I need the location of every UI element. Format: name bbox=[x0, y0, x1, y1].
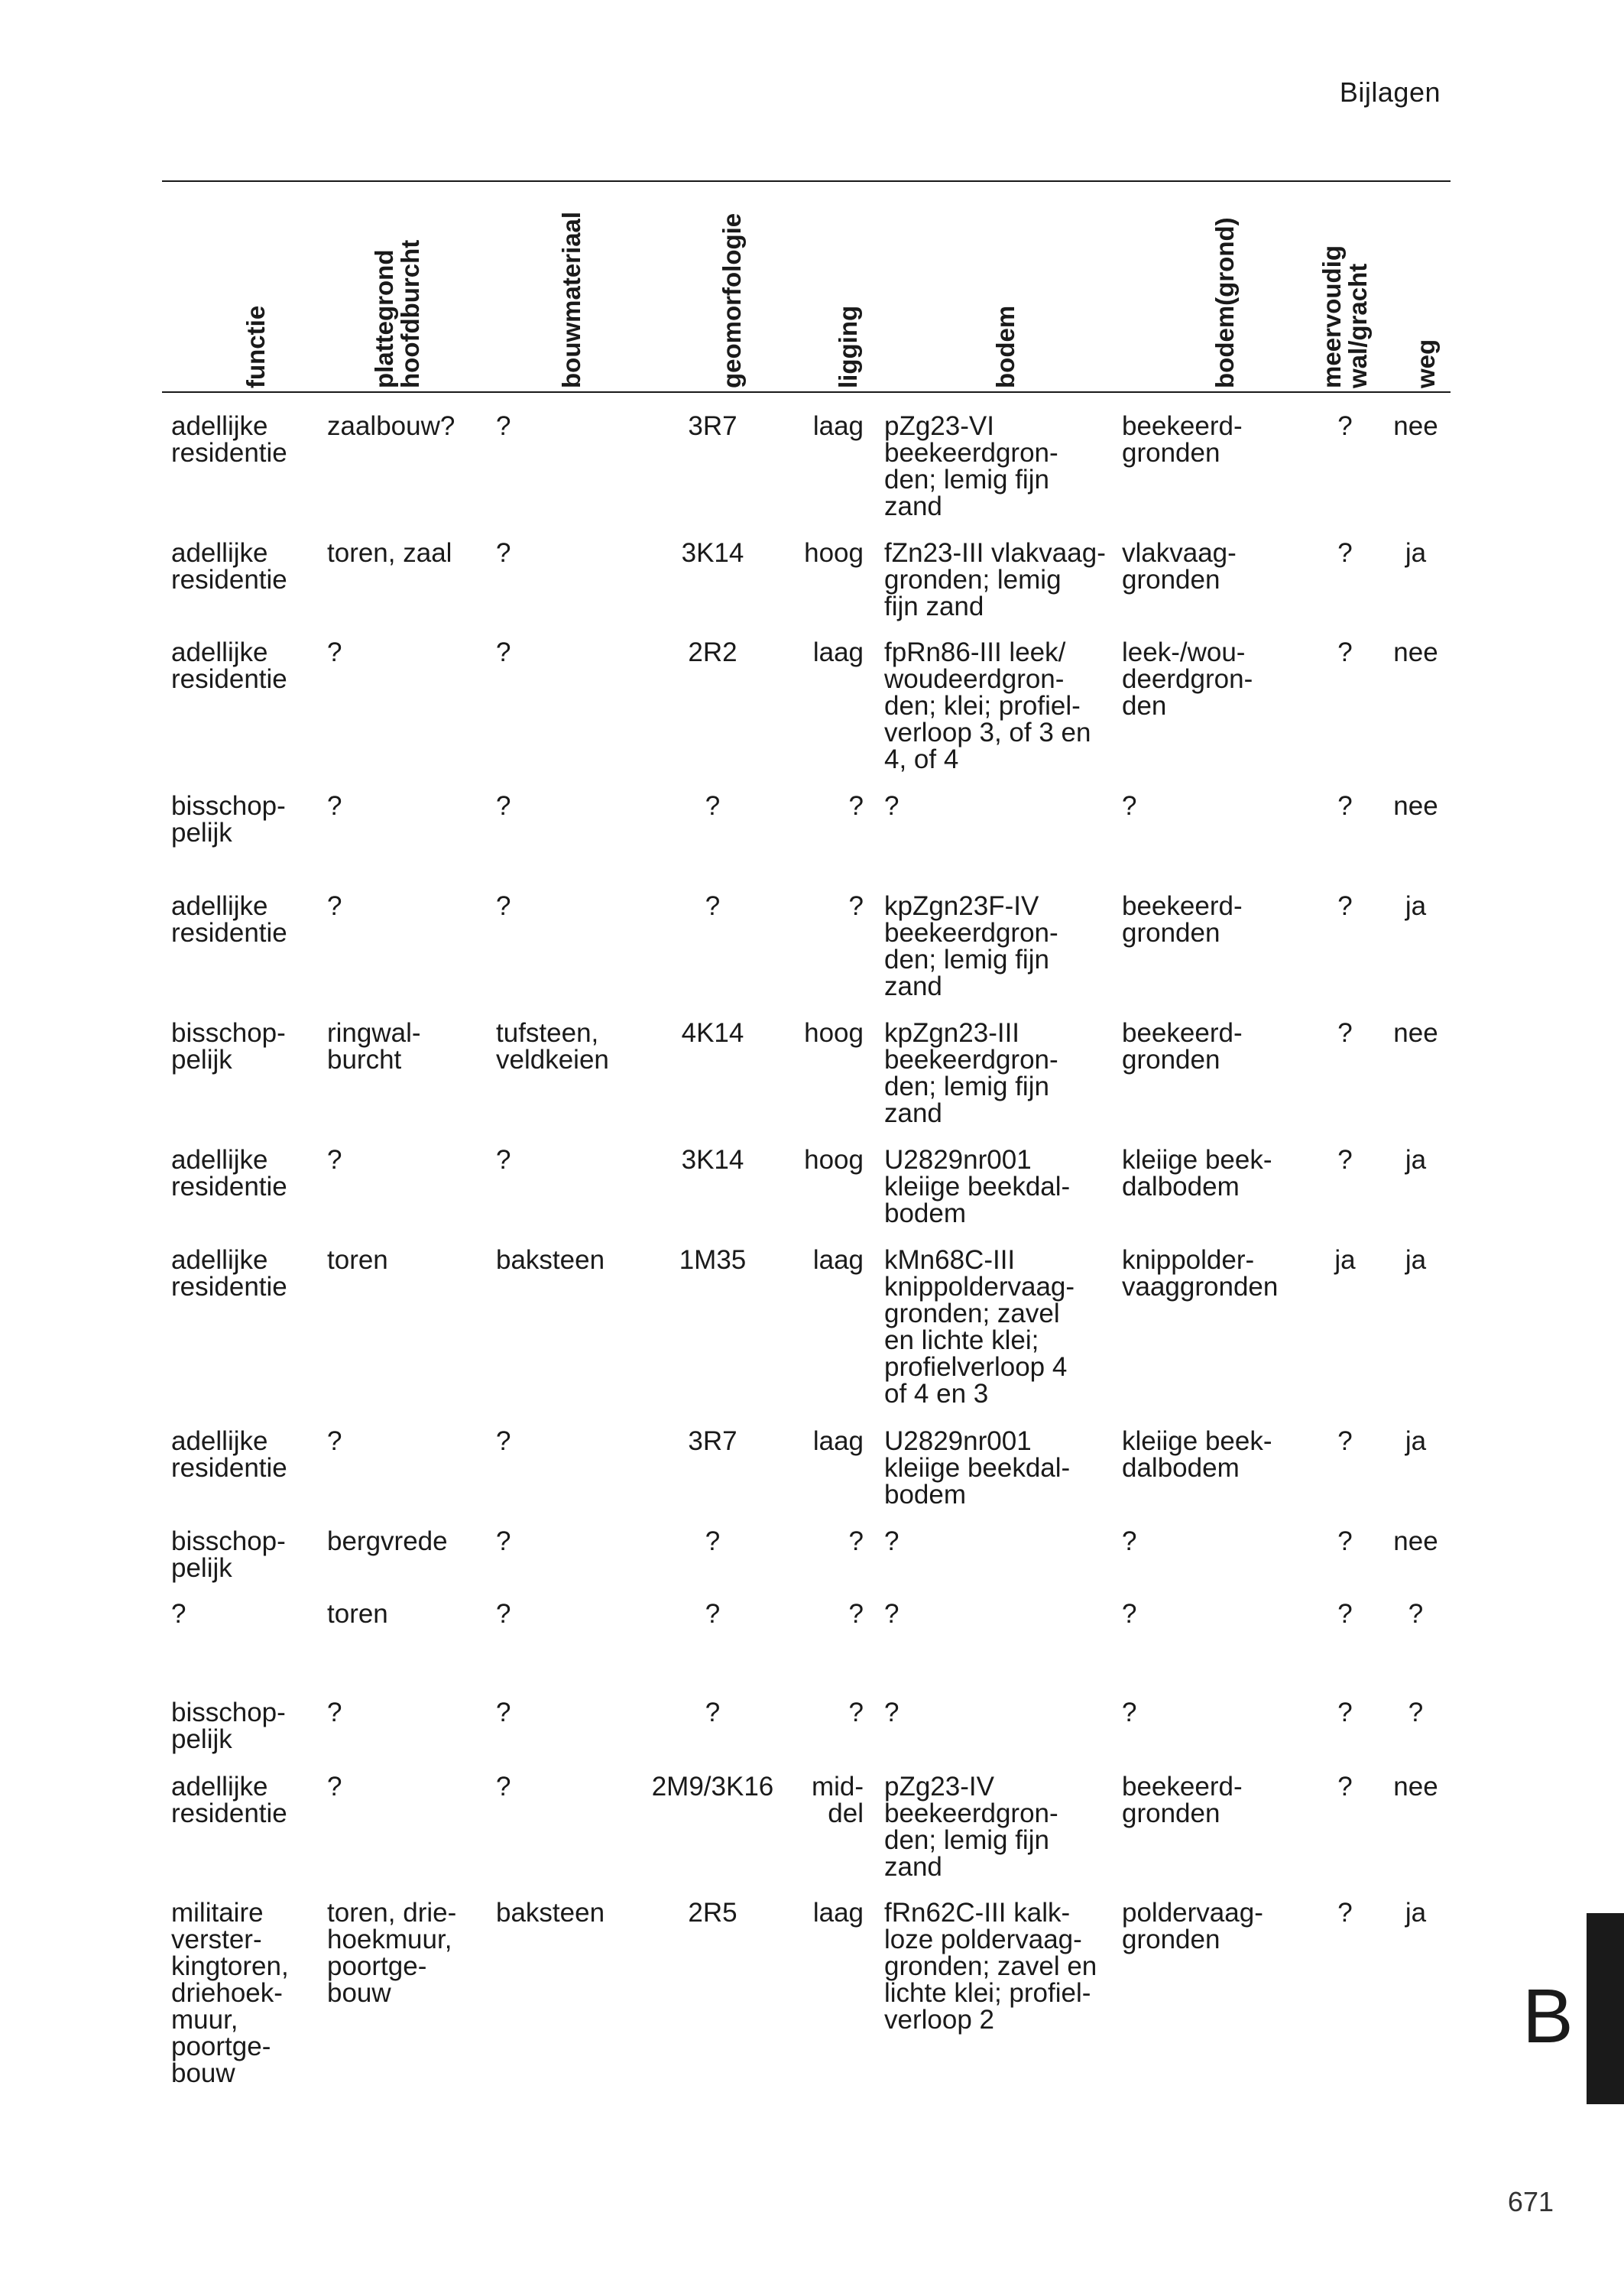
cell-geomorfologie: 4K14 bbox=[681, 1018, 744, 1048]
cell-plattegrond: ? bbox=[327, 1426, 342, 1456]
cell-bouwmateriaal: ? bbox=[496, 1698, 511, 1727]
cell-weg: nee bbox=[1393, 1526, 1438, 1556]
cell-bodem: kpZgn23F-IV beekeerdgron- den; lemig fijn zand bbox=[884, 891, 1058, 1001]
cell-geomorfologie: ? bbox=[705, 891, 721, 921]
cell-plattegrond: bergvrede bbox=[327, 1526, 448, 1556]
cell-meervoudig: ? bbox=[1337, 1018, 1353, 1048]
cell-bodemgrond: beekeerd- gronden bbox=[1122, 1772, 1243, 1828]
column-header-label: meervoudig bbox=[1318, 245, 1346, 388]
cell-ligging: laag bbox=[812, 637, 864, 667]
cell-bodem: pZg23-VI beekeerdgron- den; lemig fijn zand bbox=[884, 411, 1058, 521]
cell-ligging: laag bbox=[812, 1898, 864, 1928]
cell-bodem: ? bbox=[884, 791, 900, 821]
cell-weg: ? bbox=[1408, 1599, 1424, 1629]
cell-geomorfologie: 2R5 bbox=[688, 1898, 737, 1928]
cell-bodemgrond: kleiige beek- dalbodem bbox=[1122, 1145, 1272, 1202]
cell-meervoudig: ? bbox=[1337, 891, 1353, 921]
column-header bbox=[1318, 182, 1372, 388]
cell-bodemgrond: ? bbox=[1122, 1599, 1137, 1629]
column-header-label: hoofdburcht bbox=[396, 239, 424, 388]
running-head: Bijlagen bbox=[1339, 76, 1441, 108]
cell-weg: ja bbox=[1405, 1145, 1427, 1175]
column-header-label: bouwmateriaal bbox=[557, 211, 585, 388]
cell-bouwmateriaal: ? bbox=[496, 1772, 511, 1802]
cell-bouwmateriaal: ? bbox=[496, 1426, 511, 1456]
cell-bouwmateriaal: ? bbox=[496, 538, 511, 568]
cell-functie: adellijke residentie bbox=[171, 1245, 287, 1302]
cell-bodem: fRn62C-III kalk- loze poldervaag- gronden; zavel en lichte klei; profiel- verloop 2 bbox=[884, 1898, 1097, 2035]
cell-bouwmateriaal: ? bbox=[496, 1526, 511, 1556]
cell-weg: ja bbox=[1405, 1245, 1427, 1275]
cell-functie: adellijke residentie bbox=[171, 1426, 287, 1483]
cell-bodem: kpZgn23-III beekeerdgron- den; lemig fijn zand bbox=[884, 1018, 1058, 1128]
cell-functie: adellijke residentie bbox=[171, 411, 287, 468]
cell-ligging: ? bbox=[848, 891, 864, 921]
cell-bodemgrond: ? bbox=[1122, 1526, 1137, 1556]
cell-weg: ja bbox=[1405, 1426, 1427, 1456]
cell-weg: nee bbox=[1393, 1018, 1438, 1048]
cell-plattegrond: ? bbox=[327, 1698, 342, 1727]
cell-functie: bisschop- pelijk bbox=[171, 1526, 286, 1583]
page-number: 671 bbox=[1507, 2186, 1554, 2217]
cell-bodem: ? bbox=[884, 1599, 900, 1629]
cell-bodem: ? bbox=[884, 1526, 900, 1556]
cell-ligging: mid- del bbox=[811, 1772, 864, 1828]
cell-plattegrond: ? bbox=[327, 891, 342, 921]
column-header bbox=[718, 182, 746, 388]
cell-plattegrond: toren bbox=[327, 1245, 388, 1275]
cell-ligging: ? bbox=[848, 1526, 864, 1556]
cell-geomorfologie: ? bbox=[705, 1526, 721, 1556]
column-header-label: wal/gracht bbox=[1344, 263, 1372, 388]
column-header-label: bodem bbox=[991, 305, 1019, 388]
cell-meervoudig: ? bbox=[1337, 538, 1353, 568]
cell-bodemgrond: ? bbox=[1122, 791, 1137, 821]
cell-ligging: ? bbox=[848, 1599, 864, 1629]
cell-ligging: hoog bbox=[804, 1145, 864, 1175]
cell-meervoudig: ? bbox=[1337, 1526, 1353, 1556]
cell-plattegrond: ringwal- burcht bbox=[327, 1018, 421, 1075]
column-header bbox=[1211, 182, 1239, 388]
column-header-label: functie bbox=[241, 305, 270, 388]
cell-meervoudig: ? bbox=[1337, 791, 1353, 821]
cell-bouwmateriaal: baksteen bbox=[496, 1898, 605, 1928]
cell-bodemgrond: ? bbox=[1122, 1698, 1137, 1727]
cell-ligging: laag bbox=[812, 1426, 864, 1456]
cell-functie: bisschop- pelijk bbox=[171, 791, 286, 848]
cell-bodemgrond: poldervaag- gronden bbox=[1122, 1898, 1263, 1954]
cell-geomorfologie: 3R7 bbox=[688, 411, 737, 441]
cell-ligging: hoog bbox=[804, 1018, 864, 1048]
cell-bodemgrond: knippolder- vaaggronden bbox=[1122, 1245, 1279, 1302]
cell-ligging: ? bbox=[848, 1698, 864, 1727]
cell-functie: adellijke residentie bbox=[171, 1145, 287, 1202]
cell-plattegrond: ? bbox=[327, 791, 342, 821]
cell-geomorfologie: 3R7 bbox=[688, 1426, 737, 1456]
column-header-label: geomorfologie bbox=[718, 212, 746, 388]
cell-ligging: hoog bbox=[804, 538, 864, 568]
cell-bodemgrond: vlakvaag- gronden bbox=[1122, 538, 1237, 595]
cell-meervoudig: ? bbox=[1337, 1898, 1353, 1928]
cell-functie: bisschop- pelijk bbox=[171, 1018, 286, 1075]
cell-meervoudig: ? bbox=[1337, 1426, 1353, 1456]
cell-weg: ja bbox=[1405, 538, 1427, 568]
cell-bouwmateriaal: ? bbox=[496, 1599, 511, 1629]
cell-meervoudig: ? bbox=[1337, 1698, 1353, 1727]
cell-geomorfologie: 1M35 bbox=[679, 1245, 747, 1275]
cell-bouwmateriaal: tufsteen, veldkeien bbox=[496, 1018, 609, 1075]
cell-geomorfologie: 3K14 bbox=[681, 1145, 744, 1175]
cell-functie: militaire verster- kingtoren, driehoek- muur, poortge- bouw bbox=[171, 1898, 289, 2088]
column-header-label: bodem(grond) bbox=[1211, 217, 1239, 388]
cell-geomorfologie: ? bbox=[705, 1698, 721, 1727]
column-header-label: ligging bbox=[834, 305, 862, 388]
cell-plattegrond: toren, drie- hoekmuur, poortge- bouw bbox=[327, 1898, 457, 2008]
cell-meervoudig: ja bbox=[1334, 1245, 1356, 1275]
cell-geomorfologie: 2R2 bbox=[688, 637, 737, 667]
cell-plattegrond: ? bbox=[327, 637, 342, 667]
cell-plattegrond: toren bbox=[327, 1599, 388, 1629]
section-tab-letter: B bbox=[1522, 1974, 1574, 2059]
cell-plattegrond: toren, zaal bbox=[327, 538, 452, 568]
cell-weg: ja bbox=[1405, 891, 1427, 921]
cell-bodem: U2829nr001 kleiige beekdal- bodem bbox=[884, 1426, 1071, 1510]
cell-meervoudig: ? bbox=[1337, 411, 1353, 441]
cell-bodem: fZn23-III vlakvaag- gronden; lemig fijn zand bbox=[884, 538, 1106, 621]
cell-plattegrond: zaalbouw? bbox=[327, 411, 455, 441]
section-tab bbox=[1587, 1913, 1624, 2104]
cell-meervoudig: ? bbox=[1337, 1772, 1353, 1802]
cell-bodem: pZg23-IV beekeerdgron- den; lemig fijn zand bbox=[884, 1772, 1058, 1882]
cell-bouwmateriaal: ? bbox=[496, 891, 511, 921]
cell-weg: nee bbox=[1393, 791, 1438, 821]
cell-bodem: ? bbox=[884, 1698, 900, 1727]
table-top-rule bbox=[162, 180, 1451, 182]
cell-functie: adellijke residentie bbox=[171, 1772, 287, 1828]
cell-ligging: laag bbox=[812, 1245, 864, 1275]
cell-bouwmateriaal: ? bbox=[496, 1145, 511, 1175]
cell-weg: ? bbox=[1408, 1698, 1424, 1727]
cell-bodemgrond: kleiige beek- dalbodem bbox=[1122, 1426, 1272, 1483]
cell-bodemgrond: leek-/wou- deerdgron- den bbox=[1122, 637, 1253, 721]
cell-meervoudig: ? bbox=[1337, 1599, 1353, 1629]
cell-geomorfologie: ? bbox=[705, 791, 721, 821]
cell-bodem: kMn68C-III knippoldervaag- gronden; zavel en lichte klei; profielverloop 4 of 4 en 3 bbox=[884, 1245, 1075, 1409]
cell-weg: nee bbox=[1393, 1772, 1438, 1802]
column-header bbox=[834, 182, 862, 388]
cell-bouwmateriaal: ? bbox=[496, 411, 511, 441]
cell-meervoudig: ? bbox=[1337, 637, 1353, 667]
cell-bodemgrond: beekeerd- gronden bbox=[1122, 891, 1243, 948]
column-header bbox=[1412, 182, 1440, 388]
cell-weg: ja bbox=[1405, 1898, 1427, 1928]
column-header-label: weg bbox=[1412, 339, 1440, 388]
cell-geomorfologie: 2M9/3K16 bbox=[651, 1772, 774, 1802]
cell-bodemgrond: beekeerd- gronden bbox=[1122, 1018, 1243, 1075]
cell-plattegrond: ? bbox=[327, 1772, 342, 1802]
cell-weg: nee bbox=[1393, 637, 1438, 667]
cell-ligging: ? bbox=[848, 791, 864, 821]
column-header bbox=[241, 182, 270, 388]
column-header bbox=[370, 182, 424, 388]
cell-functie: adellijke residentie bbox=[171, 637, 287, 694]
cell-bouwmateriaal: ? bbox=[496, 791, 511, 821]
table-header-rule bbox=[162, 391, 1451, 393]
cell-bodem: fpRn86-III leek/ woudeerdgron- den; klei; profiel- verloop 3, of 3 en 4, of 4 bbox=[884, 637, 1091, 774]
cell-ligging: laag bbox=[812, 411, 864, 441]
cell-functie: adellijke residentie bbox=[171, 891, 287, 948]
cell-bouwmateriaal: ? bbox=[496, 637, 511, 667]
cell-geomorfologie: ? bbox=[705, 1599, 721, 1629]
cell-plattegrond: ? bbox=[327, 1145, 342, 1175]
cell-weg: nee bbox=[1393, 411, 1438, 441]
cell-meervoudig: ? bbox=[1337, 1145, 1353, 1175]
cell-functie: adellijke residentie bbox=[171, 538, 287, 595]
cell-geomorfologie: 3K14 bbox=[681, 538, 744, 568]
cell-bodemgrond: beekeerd- gronden bbox=[1122, 411, 1243, 468]
cell-functie: bisschop- pelijk bbox=[171, 1698, 286, 1754]
column-header-label: plattegrond bbox=[370, 249, 398, 388]
cell-functie: ? bbox=[171, 1599, 186, 1629]
cell-bodem: U2829nr001 kleiige beekdal- bodem bbox=[884, 1145, 1071, 1228]
cell-bouwmateriaal: baksteen bbox=[496, 1245, 605, 1275]
